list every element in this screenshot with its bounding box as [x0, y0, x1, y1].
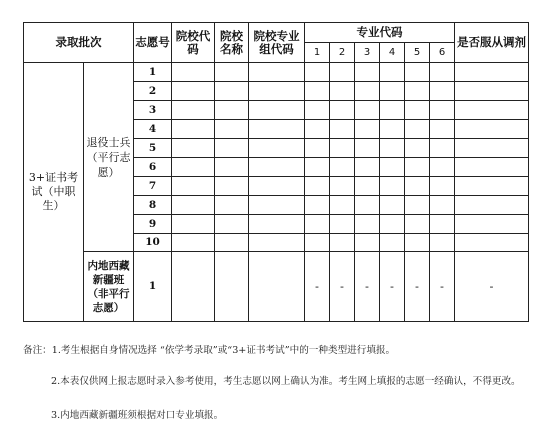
input-cell[interactable] [380, 215, 405, 234]
input-cell[interactable] [172, 139, 215, 158]
input-cell[interactable] [172, 120, 215, 139]
input-cell[interactable] [380, 120, 405, 139]
input-cell[interactable] [405, 234, 430, 252]
input-cell[interactable] [405, 63, 430, 82]
obey-disabled-mark: - [455, 252, 529, 322]
input-cell[interactable] [355, 120, 380, 139]
input-cell[interactable] [305, 82, 330, 101]
obey-adjustment-header: 是否服从调剂 [455, 23, 529, 63]
input-cell[interactable] [249, 101, 305, 120]
note-1: 备注：1.考生根据自身情况选择 “依学考录取”或“3+证书考试”中的一种类型进行填报。 [23, 345, 396, 356]
choice-number: 2 [134, 82, 172, 101]
input-cell[interactable] [249, 252, 305, 322]
input-cell[interactable] [405, 196, 430, 215]
input-cell[interactable] [455, 63, 529, 82]
input-cell[interactable] [405, 158, 430, 177]
input-cell[interactable] [305, 63, 330, 82]
input-cell[interactable] [215, 234, 249, 252]
veteran-subcategory-cell: 退役士兵（平行志愿） [84, 63, 134, 252]
input-cell[interactable] [380, 101, 405, 120]
input-cell[interactable] [249, 63, 305, 82]
input-cell[interactable] [330, 196, 355, 215]
major-col-header: 4 [380, 43, 405, 63]
input-cell[interactable] [215, 177, 249, 196]
input-cell[interactable] [249, 139, 305, 158]
input-cell[interactable] [172, 158, 215, 177]
choice-number: 10 [134, 234, 172, 252]
input-cell[interactable] [455, 234, 529, 252]
input-cell[interactable] [355, 177, 380, 196]
input-cell[interactable] [215, 139, 249, 158]
input-cell[interactable] [215, 63, 249, 82]
input-cell[interactable] [305, 196, 330, 215]
input-cell[interactable] [172, 252, 215, 322]
choice-number: 8 [134, 196, 172, 215]
input-cell[interactable] [172, 82, 215, 101]
input-cell[interactable] [430, 82, 455, 101]
disabled-mark: - [305, 252, 330, 322]
input-cell[interactable] [330, 82, 355, 101]
major-col-header: 5 [405, 43, 430, 63]
input-cell[interactable] [455, 215, 529, 234]
choice-number: 1 [134, 252, 172, 322]
input-cell[interactable] [380, 139, 405, 158]
input-cell[interactable] [172, 177, 215, 196]
input-cell[interactable] [305, 158, 330, 177]
input-cell[interactable] [380, 177, 405, 196]
input-cell[interactable] [380, 234, 405, 252]
input-cell[interactable] [355, 101, 380, 120]
choice-number: 7 [134, 177, 172, 196]
input-cell[interactable] [330, 101, 355, 120]
input-cell[interactable] [249, 82, 305, 101]
disabled-mark: - [430, 252, 455, 322]
major-col-header: 1 [305, 43, 330, 63]
application-form-table [23, 22, 529, 322]
input-cell[interactable] [215, 196, 249, 215]
input-cell[interactable] [172, 196, 215, 215]
major-code-header: 专业代码 [305, 23, 455, 43]
input-cell[interactable] [249, 234, 305, 252]
major-col-header: 2 [330, 43, 355, 63]
input-cell[interactable] [430, 215, 455, 234]
input-cell[interactable] [430, 139, 455, 158]
school-code-header: 院校代码 [172, 23, 215, 63]
major-col-header: 3 [355, 43, 380, 63]
input-cell[interactable] [305, 234, 330, 252]
input-cell[interactable] [455, 120, 529, 139]
input-cell[interactable] [330, 215, 355, 234]
input-cell[interactable] [405, 177, 430, 196]
input-cell[interactable] [305, 177, 330, 196]
input-cell[interactable] [405, 215, 430, 234]
disabled-mark: - [405, 252, 430, 322]
note-3: 3.内地西藏新疆班须根据对口专业填报。 [51, 410, 224, 421]
input-cell[interactable] [405, 139, 430, 158]
input-cell[interactable] [249, 120, 305, 139]
input-cell[interactable] [405, 82, 430, 101]
input-cell[interactable] [330, 158, 355, 177]
disabled-mark: - [330, 252, 355, 322]
disabled-mark: - [380, 252, 405, 322]
input-cell[interactable] [249, 215, 305, 234]
input-cell[interactable] [215, 252, 249, 322]
input-cell[interactable] [355, 158, 380, 177]
major-col-header: 6 [430, 43, 455, 63]
choice-no-header: 志愿号 [134, 23, 172, 63]
note-2: 2.本表仅供网上报志愿时录入参考使用，考生志愿以网上确认为准。考生网上填报的志愿一经确认，不得更改。 [51, 376, 521, 387]
input-cell[interactable] [355, 196, 380, 215]
input-cell[interactable] [430, 63, 455, 82]
input-cell[interactable] [380, 63, 405, 82]
input-cell[interactable] [430, 120, 455, 139]
choice-number: 9 [134, 215, 172, 234]
input-cell[interactable] [430, 158, 455, 177]
input-cell[interactable] [249, 158, 305, 177]
input-cell[interactable] [380, 196, 405, 215]
input-cell[interactable] [455, 177, 529, 196]
tibet-xinjiang-subcategory-cell: 内地西藏新疆班（非平行志愿） [84, 252, 134, 322]
choice-number: 4 [134, 120, 172, 139]
input-cell[interactable] [380, 158, 405, 177]
disabled-mark: - [355, 252, 380, 322]
input-cell[interactable] [215, 215, 249, 234]
choice-number: 5 [134, 139, 172, 158]
input-cell[interactable] [355, 82, 380, 101]
input-cell[interactable] [215, 101, 249, 120]
input-cell[interactable] [249, 177, 305, 196]
school-major-group-header: 院校专业组代码 [249, 23, 305, 63]
input-cell[interactable] [215, 120, 249, 139]
input-cell[interactable] [249, 196, 305, 215]
input-cell[interactable] [355, 215, 380, 234]
school-name-header: 院校名称 [215, 23, 249, 63]
choice-number: 6 [134, 158, 172, 177]
choice-number: 1 [134, 63, 172, 82]
input-cell[interactable] [430, 234, 455, 252]
input-cell[interactable] [215, 82, 249, 101]
input-cell[interactable] [455, 196, 529, 215]
input-cell[interactable] [455, 139, 529, 158]
input-cell[interactable] [172, 63, 215, 82]
choice-number: 3 [134, 101, 172, 120]
input-cell[interactable] [355, 139, 380, 158]
input-cell[interactable] [172, 101, 215, 120]
input-cell[interactable] [215, 158, 249, 177]
input-cell[interactable] [455, 158, 529, 177]
input-cell[interactable] [430, 196, 455, 215]
input-cell[interactable] [405, 120, 430, 139]
input-cell[interactable] [330, 234, 355, 252]
input-cell[interactable] [330, 63, 355, 82]
input-cell[interactable] [305, 101, 330, 120]
category-cell: 3+证书考试（中职生） [24, 63, 84, 322]
input-cell[interactable] [455, 101, 529, 120]
input-cell[interactable] [305, 139, 330, 158]
input-cell[interactable] [330, 177, 355, 196]
input-cell[interactable] [430, 101, 455, 120]
input-cell[interactable] [305, 120, 330, 139]
input-cell[interactable] [330, 120, 355, 139]
input-cell[interactable] [355, 63, 380, 82]
input-cell[interactable] [455, 82, 529, 101]
input-cell[interactable] [305, 215, 330, 234]
batch-header: 录取批次 [24, 23, 134, 63]
input-cell[interactable] [172, 234, 215, 252]
input-cell[interactable] [380, 82, 405, 101]
input-cell[interactable] [172, 215, 215, 234]
input-cell[interactable] [330, 139, 355, 158]
input-cell[interactable] [430, 177, 455, 196]
input-cell[interactable] [355, 234, 380, 252]
input-cell[interactable] [405, 101, 430, 120]
